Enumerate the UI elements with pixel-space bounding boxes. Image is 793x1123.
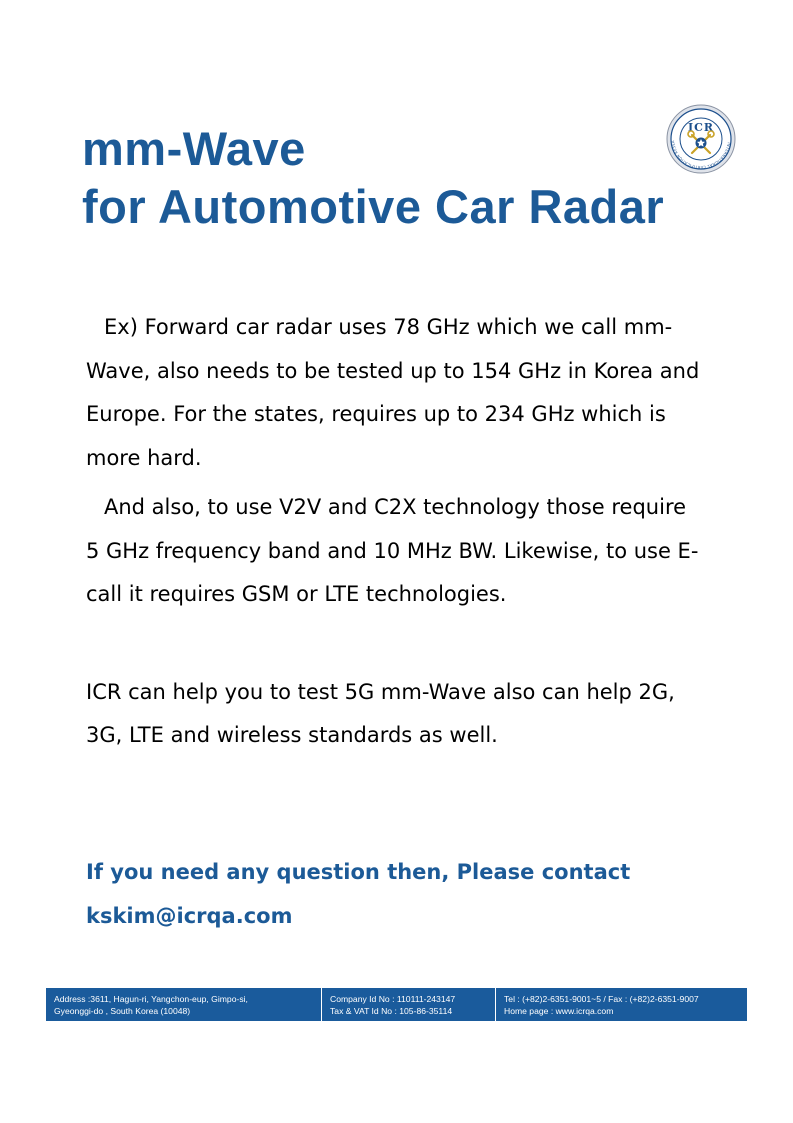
- paragraph-icr-help: ICR can help you to test 5G mm-Wave also can help 2G, 3G, LTE and wireless standards as well.: [86, 679, 675, 747]
- logo-text: ICR: [687, 121, 715, 134]
- icr-logo: [666, 104, 736, 174]
- body-content: [86, 306, 706, 758]
- footer-tax-id: Tax & VAT Id No : 105-86-35114: [330, 1006, 453, 1016]
- paragraph-v2v: And also, to use V2V and C2X technology those require 5 GHz frequency band and 10 MHz BW. Likewise, to use E-call it requires GSM or LTE technologies.: [86, 495, 699, 606]
- page-title: [82, 120, 664, 236]
- footer-contact: [495, 988, 747, 1021]
- footer-address: [46, 988, 321, 1021]
- paragraph-radar: Ex) Forward car radar uses 78 GHz which we call mm-Wave, also needs to be tested up to 154 GHz in Korea and Europe. For the states, requires up to 234 GHz which is more hard.: [86, 315, 700, 470]
- footer-homepage[interactable]: Home page : www.icrqa.com: [504, 1006, 614, 1016]
- contact-email[interactable]: kskim@icrqa.com: [86, 903, 293, 928]
- footer-address-line-2: Gyeonggi-do , South Korea (10048): [54, 1006, 191, 1016]
- title-line-2: for Automotive Car Radar: [82, 180, 665, 233]
- contact-block: [86, 851, 630, 938]
- title-line-1: mm-Wave: [82, 122, 306, 175]
- footer-address-line-1: Address :3611, Hagun-ri, Yangchon-eup, Gimpo-si,: [54, 994, 248, 1004]
- logo-ring-text: INTERNATIONAL CERTIFICATION RESEA: [670, 139, 731, 170]
- footer-ids: [321, 988, 495, 1021]
- footer-bar: [46, 988, 747, 1021]
- footer-company-id: Company Id No : 110111-243147: [330, 994, 456, 1004]
- contact-prompt: If you need any question then, Please contact: [86, 860, 631, 884]
- footer-tel-fax: Tel : (+82)2-6351-9001~5 / Fax : (+82)2-6351-9007: [504, 994, 699, 1004]
